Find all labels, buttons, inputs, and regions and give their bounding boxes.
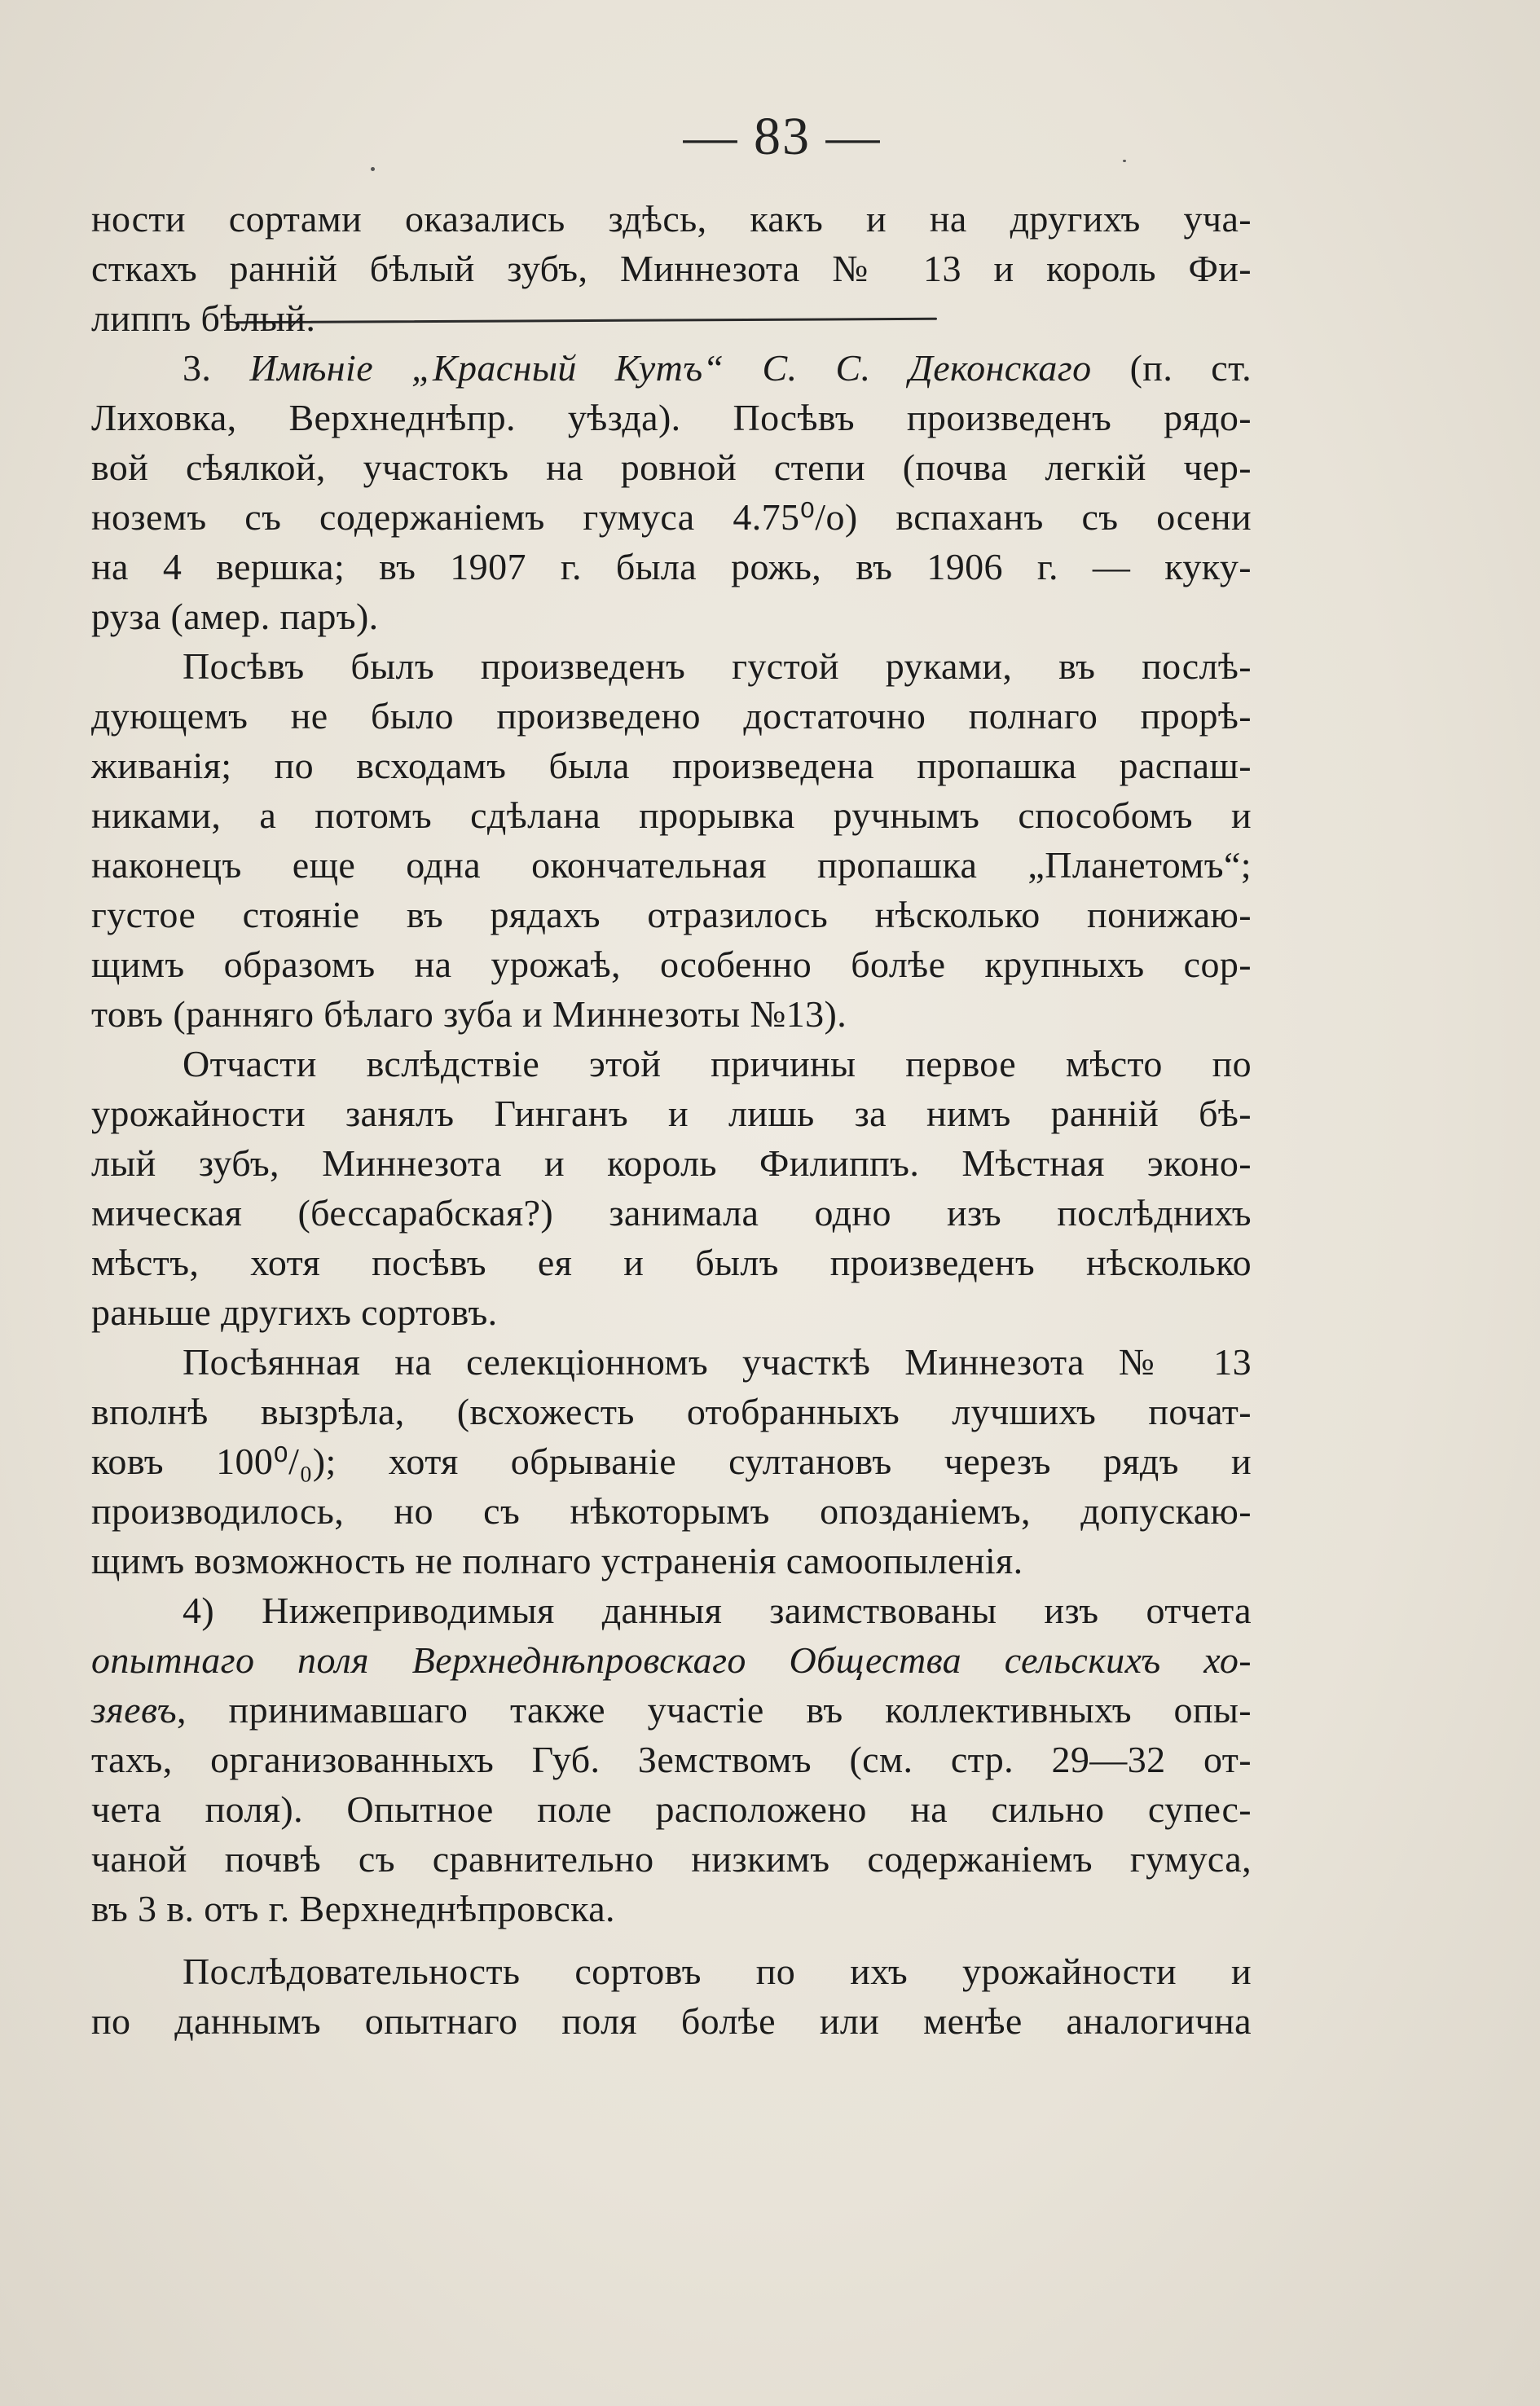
text-line [91, 1685, 1252, 1735]
text-run: Лиховка, Верхнеднѣпр. уѣзда). Посѣвъ произведенъ рядо- [91, 397, 1252, 438]
text-line [91, 641, 1252, 691]
text-run: 4) Нижеприводимыя данныя заимствованы изъ отчета [183, 1590, 1252, 1631]
text-run: мическая (бессарабская?) занимала одно изъ послѣднихъ [91, 1192, 1252, 1234]
text-run: живанія; по всходамъ была произведена пропашка распаш- [91, 745, 1252, 786]
text-line [91, 1946, 1252, 1996]
text-run: щимъ образомъ на урожаѣ, особенно болѣе крупныхъ сор- [91, 943, 1252, 985]
text-run: липпъ бѣлый. [91, 297, 316, 339]
text-line [91, 492, 1252, 542]
text-line [91, 1586, 1252, 1635]
text-line [91, 790, 1252, 840]
text-line [91, 1039, 1252, 1089]
text-run: дующемъ не было произведено достаточно полнаго прорѣ- [91, 695, 1252, 737]
italic-run: Имѣніе „Красный Кутъ“ С. С. Деконскаго [249, 347, 1092, 389]
text-run: 3. [183, 347, 250, 389]
text-run: вой сѣялкой, участокъ на ровной степи (почва легкій чер- [91, 446, 1252, 488]
text-run: щимъ возможность не полнаго устраненія самоопыленія. [91, 1540, 1023, 1581]
text-line [91, 741, 1252, 790]
text-line [91, 1138, 1252, 1188]
text-line [91, 1784, 1252, 1834]
text-line [91, 1486, 1252, 1536]
text-run: вполнѣ вызрѣла, (всхожесть отобранныхъ лучшихъ почат- [91, 1391, 1252, 1432]
text-line [91, 1188, 1252, 1238]
text-line [91, 1287, 1252, 1337]
text-line [91, 244, 1252, 293]
text-run: (п. ст. [1091, 347, 1252, 389]
text-run: лый зубъ, Миннезота и король Филиппъ. Мѣстная эконо- [91, 1142, 1252, 1184]
text-line [91, 1884, 1252, 1933]
text-line [91, 293, 1252, 343]
text-run: Посѣянная на селекціонномъ участкѣ Миннезота № 13 [183, 1341, 1252, 1383]
text-line [91, 393, 1252, 442]
text-run: по даннымъ опытнаго поля болѣе или менѣе аналогична [91, 2000, 1252, 2042]
text-line [91, 939, 1252, 989]
text-run: руза (амер. паръ). [91, 596, 379, 637]
paragraph-gap [91, 1933, 1252, 1946]
text-run: ноземъ съ содержаніемъ гумуса 4.75⁰/о) вспаханъ съ осени [91, 496, 1252, 538]
text-run: Посѣвъ былъ произведенъ густой руками, въ послѣ- [183, 645, 1252, 687]
text-run: мѣстъ, хотя посѣвъ ея и былъ произведенъ нѣсколько [91, 1242, 1252, 1283]
text-line [91, 1436, 1252, 1486]
text-line [91, 1238, 1252, 1287]
text-line [91, 1834, 1252, 1884]
text-run: , принимавшаго также участіе въ коллективныхъ опы- [176, 1689, 1252, 1731]
text-line [91, 442, 1252, 492]
text-run: сткахъ ранній бѣлый зубъ, Миннезота № 13 и король Фи- [91, 248, 1252, 289]
text-line [91, 542, 1252, 592]
dust-speck [1123, 160, 1126, 162]
text-line [91, 989, 1252, 1039]
text-line [91, 1337, 1252, 1387]
text-line [91, 343, 1252, 393]
text-run: производилось, но съ нѣкоторымъ опозданіемъ, допускаю- [91, 1490, 1252, 1532]
text-run: Послѣдовательность сортовъ по ихъ урожайности и [183, 1951, 1252, 1992]
text-run: на 4 вершка; въ 1907 г. была рожь, въ 1906 г. — куку- [91, 546, 1252, 587]
text-run: густое стояніе въ рядахъ отразилось нѣсколько понижаю- [91, 894, 1252, 935]
text-line [91, 840, 1252, 890]
text-line [91, 691, 1252, 741]
text-line [91, 1089, 1252, 1138]
text-run: Отчасти вслѣдствіе этой причины первое мѣсто по [183, 1043, 1252, 1084]
text-line [91, 1735, 1252, 1784]
text-line [91, 1996, 1252, 2046]
text-line [91, 194, 1252, 244]
text-line [91, 1536, 1252, 1586]
italic-run: опытнаго поля Верхнеднѣпровскаго Общества сельскихъ хо- [91, 1639, 1252, 1681]
text-run: чаной почвѣ съ сравнительно низкимъ содержаніемъ гумуса, [91, 1838, 1252, 1880]
text-run: чета поля). Опытное поле расположено на сильно супес- [91, 1788, 1252, 1830]
text-run: товъ (ранняго бѣлаго зуба и Миннезоты №13). [91, 993, 847, 1035]
page-number: — 83 — [683, 107, 882, 166]
text-run: тахъ, организованныхъ Губ. Земствомъ (см. стр. 29—32 от- [91, 1739, 1252, 1780]
text-run: урожайности занялъ Гинганъ и лишь за нимъ ранній бѣ- [91, 1093, 1252, 1134]
italic-run: зяевъ [91, 1689, 177, 1731]
text-line [91, 890, 1252, 939]
text-run: наконецъ еще одна окончательная пропашка „Планетомъ“; [91, 844, 1252, 886]
text-run: въ 3 в. отъ г. Верхнеднѣпровска. [91, 1888, 615, 1929]
text-line [91, 1635, 1252, 1685]
body-text [91, 194, 1252, 2046]
text-run: никами, а потомъ сдѣлана прорывка ручнымъ способомъ и [91, 794, 1252, 836]
text-run: ковъ 100⁰/₀); хотя обрываніе султановъ черезъ рядъ и [91, 1441, 1252, 1482]
text-line [91, 1387, 1252, 1436]
text-line [91, 592, 1252, 641]
dust-speck [371, 167, 375, 171]
text-run: ности сортами оказались здѣсь, какъ и на другихъ уча- [91, 198, 1252, 240]
text-run: раньше другихъ сортовъ. [91, 1291, 498, 1333]
